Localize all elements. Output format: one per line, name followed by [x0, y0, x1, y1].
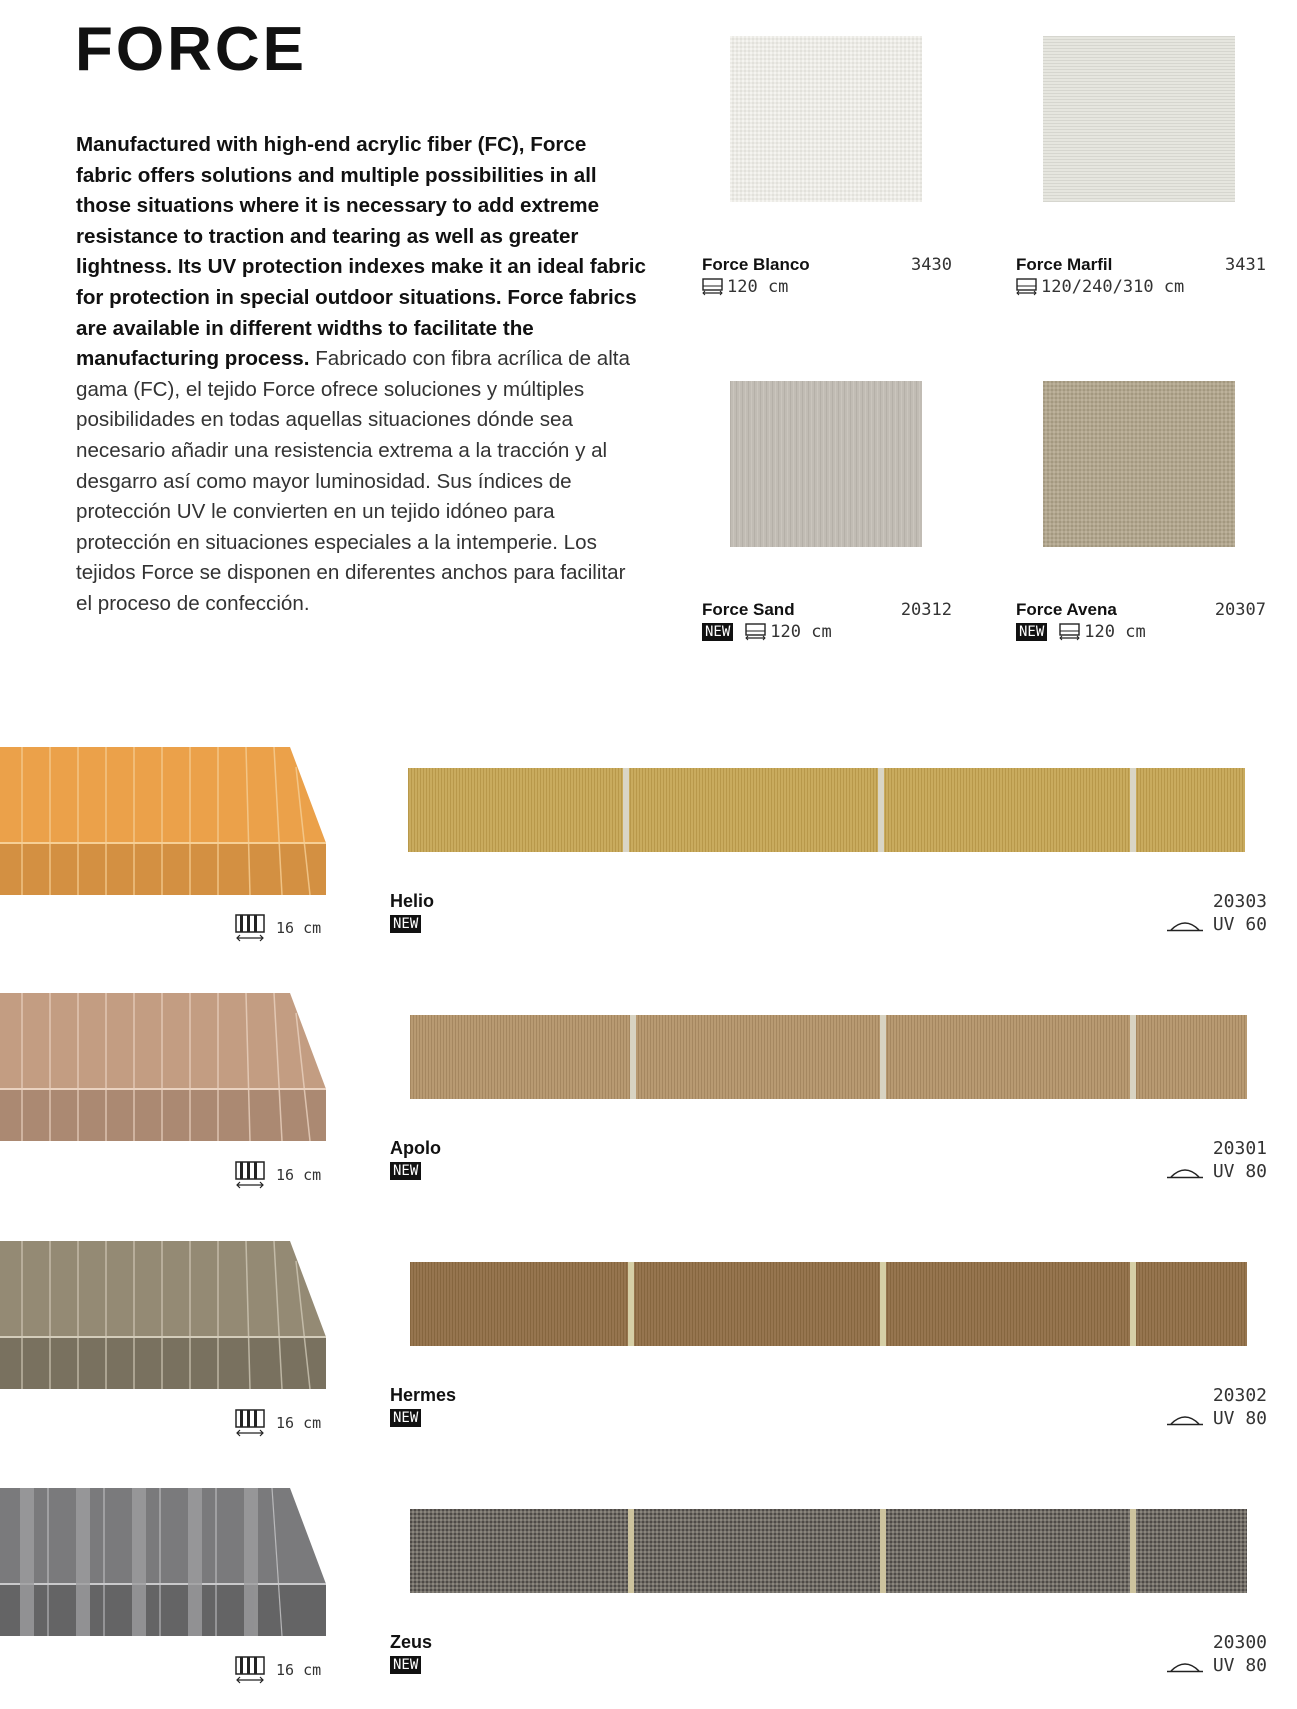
new-badge: NEW	[390, 915, 421, 933]
stripe-width	[234, 914, 321, 942]
swatch-force-blanco	[730, 36, 922, 202]
stripe-width-icon	[234, 914, 266, 942]
stripe-code: 20301	[1212, 1138, 1267, 1159]
awning-image-apolo	[0, 993, 326, 1141]
new-badge: NEW	[390, 1162, 421, 1180]
description-english: Manufactured with high-end acrylic fiber (FC), Force fabric offers solutions and multiple possibilities in all those situations where it is necessary to add extreme resistance to traction and tearing as well as greater lightness. Its UV protection indexes make it an ideal fabric for protection in special outdoor situations. Force fabrics are available in different widths to facilitate the manufacturing process.	[76, 133, 646, 371]
description	[76, 130, 646, 620]
fabric-swatch-image	[1043, 381, 1235, 547]
stripe-uv-value: UV 80	[1212, 1408, 1267, 1429]
swatch-code: 20307	[1214, 600, 1266, 620]
swatch-name: Force Marfil	[1016, 255, 1113, 274]
swatch-width-value: 120 cm	[727, 277, 789, 297]
stripe-width-value: 16 cm	[276, 1414, 322, 1432]
stripe-uv	[1167, 1408, 1267, 1429]
roll-width-icon	[1016, 278, 1037, 296]
fabric-strip-helio	[408, 768, 1245, 852]
swatch-name: Force Sand	[702, 600, 795, 619]
swatch-width-value: 120 cm	[770, 622, 832, 642]
swatch-force-sand	[730, 381, 922, 547]
uv-protection-icon	[1167, 918, 1203, 932]
stripe-uv	[1167, 1161, 1267, 1182]
uv-protection-icon	[1167, 1412, 1203, 1426]
swatch-force-avena	[1043, 381, 1235, 547]
description-spanish: Fabricado con fibra acrílica de alta gama (FC), el tejido Force ofrece soluciones y múltiples posibilidades en todas aquellas situaciones dónde sea necesario añadir una resistencia extrema a la tracción y al desgarro así como mayor luminosidad. Sus índices de protección UV le convierten en un tejido idóneo para protección en situaciones especiales a la intemperie. Los tejidos Force se disponen en diferentes anchos para facilitar el proceso de confección.	[76, 347, 630, 615]
new-badge: NEW	[702, 623, 733, 641]
new-badge: NEW	[390, 1409, 421, 1427]
swatch-width-value: 120/240/310 cm	[1041, 277, 1185, 297]
swatch-width	[1016, 622, 1146, 642]
fabric-swatch-image	[730, 381, 922, 547]
stripe-uv-value: UV 80	[1212, 1655, 1267, 1676]
swatch-name: Force Blanco	[702, 255, 810, 274]
stripe-width	[234, 1656, 321, 1684]
swatch-width	[702, 622, 832, 642]
stripe-name: Zeus	[390, 1632, 433, 1652]
stripe-uv	[1167, 1655, 1267, 1676]
stripe-width-value: 16 cm	[276, 1661, 322, 1679]
new-badge-container	[390, 1162, 421, 1180]
stripe-name: Helio	[390, 891, 435, 911]
new-badge-container	[390, 915, 421, 933]
page-title: FORCE	[75, 15, 307, 84]
fabric-strip-hermes	[410, 1262, 1247, 1346]
stripe-width-icon	[234, 1409, 266, 1437]
swatch-width-value: 120 cm	[1084, 622, 1146, 642]
swatch-code: 20312	[900, 600, 952, 620]
stripe-code: 20300	[1212, 1632, 1267, 1653]
uv-protection-icon	[1167, 1659, 1203, 1673]
stripe-width-icon	[234, 1656, 266, 1684]
stripe-name: Hermes	[390, 1385, 457, 1405]
swatch-code: 3430	[911, 255, 952, 275]
stripe-width	[234, 1161, 321, 1189]
uv-protection-icon	[1167, 1165, 1203, 1179]
stripe-uv	[1167, 914, 1267, 935]
stripe-uv-value: UV 60	[1212, 914, 1267, 935]
stripe-width	[234, 1409, 321, 1437]
swatch-name: Force Avena	[1016, 600, 1117, 619]
roll-width-icon	[702, 278, 723, 296]
swatch-width	[702, 277, 788, 297]
fabric-strip-zeus	[410, 1509, 1247, 1593]
swatch-code: 3431	[1225, 255, 1266, 275]
roll-width-icon	[1059, 623, 1080, 641]
new-badge-container	[390, 1409, 421, 1427]
swatch-width	[1016, 277, 1184, 297]
new-badge: NEW	[1016, 623, 1047, 641]
stripe-width-value: 16 cm	[276, 1166, 322, 1184]
stripe-name: Apolo	[390, 1138, 441, 1158]
fabric-swatch-image	[1043, 36, 1235, 202]
fabric-swatch-image	[730, 36, 922, 202]
awning-image-zeus	[0, 1488, 326, 1636]
awning-image-hermes	[0, 1241, 326, 1389]
swatch-force-marfil	[1043, 36, 1235, 202]
roll-width-icon	[745, 623, 766, 641]
stripe-code: 20302	[1212, 1385, 1267, 1406]
stripe-uv-value: UV 80	[1212, 1161, 1267, 1182]
fabric-strip-apolo	[410, 1015, 1247, 1099]
awning-image-helio	[0, 747, 326, 895]
stripe-width-value: 16 cm	[276, 919, 322, 937]
new-badge-container	[390, 1656, 421, 1674]
new-badge: NEW	[390, 1656, 421, 1674]
stripe-code: 20303	[1212, 891, 1267, 912]
stripe-width-icon	[234, 1161, 266, 1189]
